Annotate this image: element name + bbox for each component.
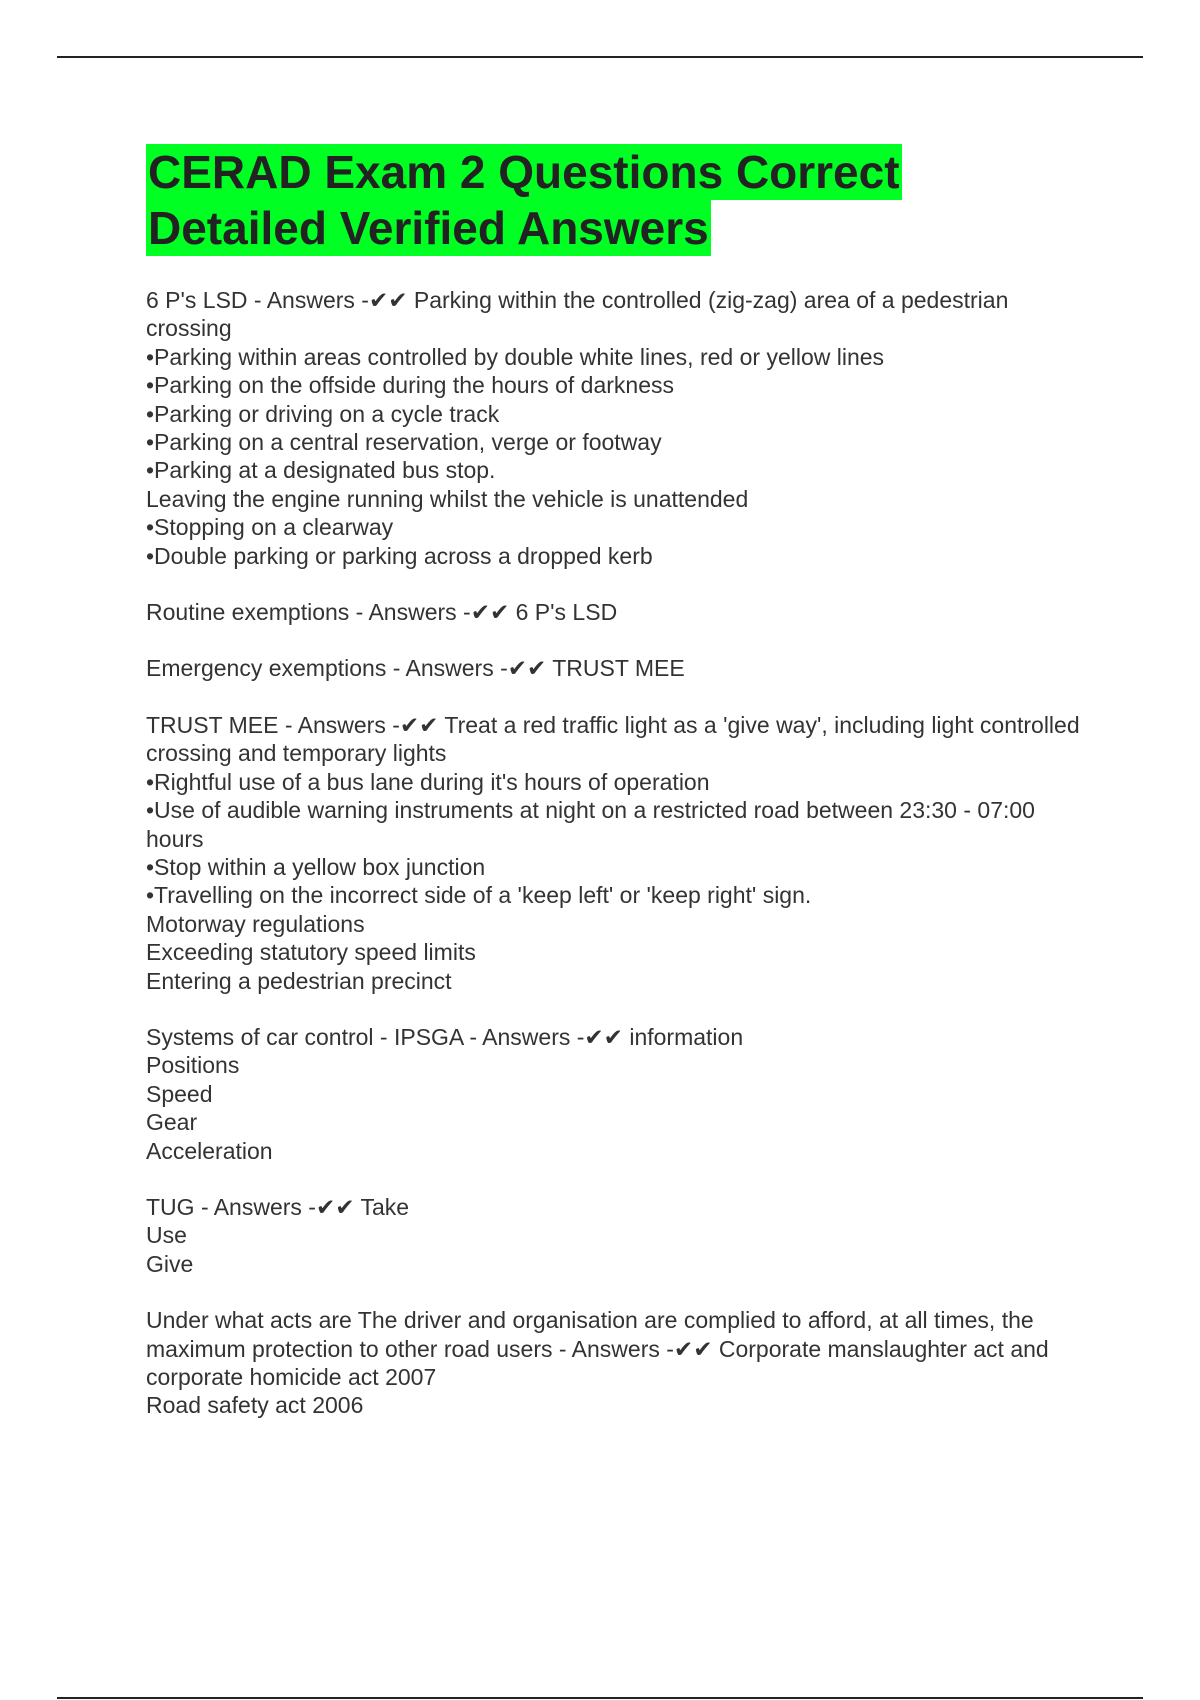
qa-line: Emergency exemptions - Answers -✔✔ TRUST MEE	[146, 655, 685, 682]
qa-line: Entering a pedestrian precinct	[146, 967, 452, 994]
qa-line: •Use of audible warning instruments at night on a restricted road between 23:30 - 07:00 hours	[146, 797, 1035, 852]
qa-line: Gear	[146, 1109, 198, 1136]
qa-line: Acceleration	[146, 1137, 273, 1164]
qa-line: Systems of car control - IPSGA - Answers -✔✔ information	[146, 1023, 744, 1050]
qa-line: Use	[146, 1222, 187, 1249]
qa-line: •Parking or driving on a cycle track	[146, 400, 500, 427]
qa-entry-6ps-lsd	[146, 286, 1086, 570]
qa-line: Motorway regulations	[146, 910, 365, 937]
qa-line: Road safety act 2006	[146, 1392, 364, 1419]
qa-line: •Stop within a yellow box junction	[146, 853, 486, 880]
qa-line: Leaving the engine running whilst the vehicle is unattended	[146, 485, 749, 512]
qa-line: •Double parking or parking across a dropped kerb	[146, 542, 653, 569]
document-title	[146, 144, 1086, 256]
footer-rule	[57, 1697, 1143, 1699]
qa-entry-emergency-exemptions	[146, 654, 1086, 682]
qa-line: •Parking on the offside during the hours of darkness	[146, 372, 675, 399]
qa-line: TRUST MEE - Answers -✔✔ Treat a red traffic light as a 'give way', including light controlled crossing and temporary lights	[146, 711, 1080, 767]
header-rule	[57, 56, 1143, 58]
qa-line: •Parking on a central reservation, verge or footway	[146, 429, 662, 456]
qa-entry-acts	[146, 1306, 1086, 1420]
qa-line: 6 P's LSD - Answers -✔✔ Parking within the controlled (zig-zag) area of a pedestrian crossing	[146, 287, 1009, 342]
qa-entry-trust-mee	[146, 711, 1086, 995]
qa-entry-tug	[146, 1193, 1086, 1278]
document-body	[146, 144, 1086, 1448]
qa-line: Exceeding statutory speed limits	[146, 939, 476, 966]
qa-line: •Travelling on the incorrect side of a 'keep left' or 'keep right' sign.	[146, 882, 812, 909]
qa-line: Positions	[146, 1052, 240, 1079]
title-line-1: CERAD Exam 2 Questions Correct	[148, 146, 900, 198]
qa-line: Routine exemptions - Answers -✔✔ 6 P's LSD	[146, 599, 618, 626]
qa-line: •Stopping on a clearway	[146, 514, 394, 541]
qa-line: Give	[146, 1250, 194, 1277]
qa-line: TUG - Answers -✔✔ Take	[146, 1193, 410, 1220]
qa-line: •Parking within areas controlled by double white lines, red or yellow lines	[146, 343, 885, 370]
qa-line: •Parking at a designated bus stop.	[146, 457, 496, 484]
title-line-2: Detailed Verified Answers	[148, 202, 709, 254]
qa-line: Speed	[146, 1080, 213, 1107]
qa-line: •Rightful use of a bus lane during it's hours of operation	[146, 768, 710, 795]
qa-entry-ipsga	[146, 1023, 1086, 1165]
qa-list	[146, 286, 1086, 1420]
qa-entry-routine-exemptions	[146, 598, 1086, 626]
qa-line: Under what acts are The driver and organisation are complied to afford, at all times, the maximum protection to other road users - Answers -✔✔ Corporate manslaughter act and corporate homicide act 2007	[146, 1307, 1049, 1390]
